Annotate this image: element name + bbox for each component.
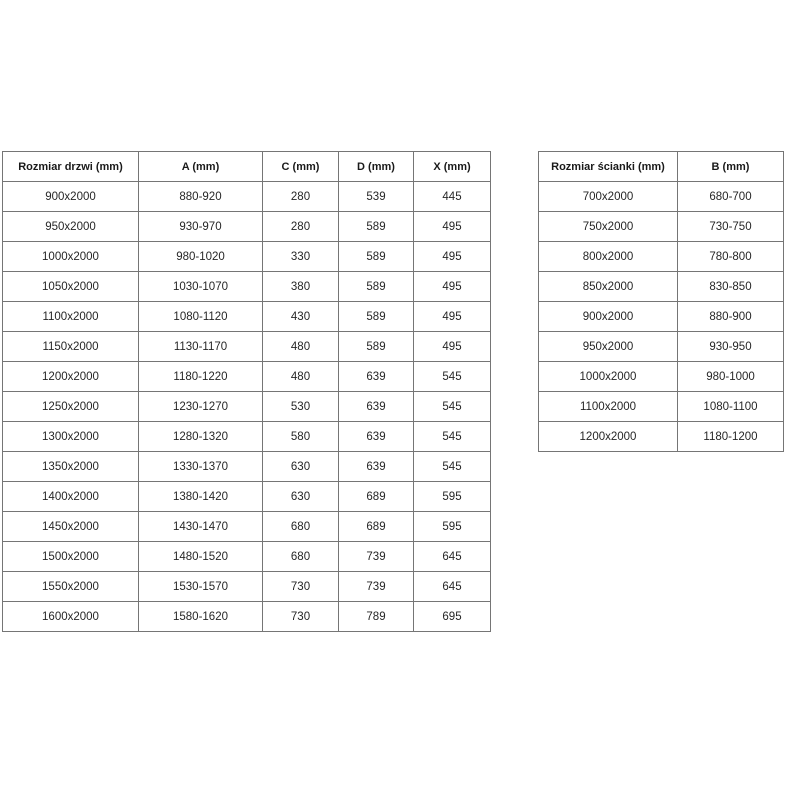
table-cell: 730	[263, 572, 339, 602]
table-row	[539, 362, 784, 392]
table-cell: 739	[339, 542, 414, 572]
column-header: A (mm)	[139, 152, 263, 182]
table-cell: 280	[263, 212, 339, 242]
table-row	[539, 212, 784, 242]
table-cell: 630	[263, 482, 339, 512]
table-row	[3, 332, 491, 362]
table-row	[3, 542, 491, 572]
table-cell: 800x2000	[539, 242, 678, 272]
table-cell: 1300x2000	[3, 422, 139, 452]
table-cell: 1000x2000	[3, 242, 139, 272]
table-cell: 1430-1470	[139, 512, 263, 542]
table-cell: 589	[339, 212, 414, 242]
table-cell: 430	[263, 302, 339, 332]
table-cell: 689	[339, 512, 414, 542]
table-row	[3, 272, 491, 302]
table-cell: 1050x2000	[3, 272, 139, 302]
table-cell: 580	[263, 422, 339, 452]
table-cell: 1600x2000	[3, 602, 139, 632]
table-row	[539, 272, 784, 302]
table-row	[3, 362, 491, 392]
table-cell: 980-1000	[678, 362, 784, 392]
table-cell: 280	[263, 182, 339, 212]
table-row	[3, 422, 491, 452]
table-cell: 950x2000	[539, 332, 678, 362]
table-cell: 880-920	[139, 182, 263, 212]
table-cell: 1400x2000	[3, 482, 139, 512]
table-cell: 639	[339, 392, 414, 422]
column-header: B (mm)	[678, 152, 784, 182]
table-cell: 545	[414, 392, 491, 422]
table-row	[539, 182, 784, 212]
table-cell: 1100x2000	[3, 302, 139, 332]
table-cell: 1380-1420	[139, 482, 263, 512]
table-cell: 539	[339, 182, 414, 212]
table-row	[539, 392, 784, 422]
table-cell: 730	[263, 602, 339, 632]
table-cell: 1030-1070	[139, 272, 263, 302]
table-cell: 495	[414, 272, 491, 302]
table-cell: 639	[339, 452, 414, 482]
table-cell: 1350x2000	[3, 452, 139, 482]
table-cell: 830-850	[678, 272, 784, 302]
table-cell: 930-970	[139, 212, 263, 242]
table-cell: 645	[414, 542, 491, 572]
table-cell: 1130-1170	[139, 332, 263, 362]
header-row	[3, 152, 491, 182]
table-cell: 495	[414, 302, 491, 332]
table-cell: 1200x2000	[3, 362, 139, 392]
table-cell: 495	[414, 242, 491, 272]
table-cell: 1080-1100	[678, 392, 784, 422]
table-cell: 900x2000	[539, 302, 678, 332]
table-cell: 1550x2000	[3, 572, 139, 602]
table-cell: 1080-1120	[139, 302, 263, 332]
table-cell: 1450x2000	[3, 512, 139, 542]
table-cell: 689	[339, 482, 414, 512]
table-cell: 545	[414, 362, 491, 392]
table-cell: 445	[414, 182, 491, 212]
table-row	[539, 242, 784, 272]
table-cell: 789	[339, 602, 414, 632]
table-cell: 330	[263, 242, 339, 272]
table-cell: 850x2000	[539, 272, 678, 302]
table-row	[3, 212, 491, 242]
table-cell: 645	[414, 572, 491, 602]
table-cell: 1150x2000	[3, 332, 139, 362]
table-cell: 780-800	[678, 242, 784, 272]
table-cell: 639	[339, 422, 414, 452]
table-cell: 700x2000	[539, 182, 678, 212]
column-header: X (mm)	[414, 152, 491, 182]
table-cell: 595	[414, 482, 491, 512]
table-cell: 1500x2000	[3, 542, 139, 572]
table-cell: 739	[339, 572, 414, 602]
table-row	[3, 242, 491, 272]
table-row	[3, 452, 491, 482]
table-cell: 380	[263, 272, 339, 302]
table-cell: 530	[263, 392, 339, 422]
table-cell: 589	[339, 302, 414, 332]
table-cell: 1100x2000	[539, 392, 678, 422]
header-row	[539, 152, 784, 182]
table-cell: 545	[414, 422, 491, 452]
column-header: D (mm)	[339, 152, 414, 182]
table-cell: 589	[339, 272, 414, 302]
table-cell: 680-700	[678, 182, 784, 212]
column-header: C (mm)	[263, 152, 339, 182]
table-cell: 1200x2000	[539, 422, 678, 452]
door-dimensions-table	[2, 151, 491, 632]
table-cell: 589	[339, 332, 414, 362]
table-row	[3, 602, 491, 632]
table-cell: 495	[414, 212, 491, 242]
table-cell: 1330-1370	[139, 452, 263, 482]
table-row	[3, 182, 491, 212]
table-cell: 695	[414, 602, 491, 632]
table-cell: 1180-1220	[139, 362, 263, 392]
table-cell: 1530-1570	[139, 572, 263, 602]
table-cell: 1250x2000	[3, 392, 139, 422]
table-row	[539, 422, 784, 452]
table-cell: 680	[263, 512, 339, 542]
table-cell: 950x2000	[3, 212, 139, 242]
table-row	[3, 392, 491, 422]
table-cell: 495	[414, 332, 491, 362]
table-cell: 930-950	[678, 332, 784, 362]
table-cell: 1480-1520	[139, 542, 263, 572]
table-cell: 639	[339, 362, 414, 392]
table-cell: 595	[414, 512, 491, 542]
table-cell: 589	[339, 242, 414, 272]
table-row	[3, 302, 491, 332]
table-cell: 480	[263, 362, 339, 392]
table-cell: 1230-1270	[139, 392, 263, 422]
table-cell: 680	[263, 542, 339, 572]
table-row	[3, 572, 491, 602]
table-row	[3, 482, 491, 512]
table-row	[539, 302, 784, 332]
table-cell: 1580-1620	[139, 602, 263, 632]
table-cell: 980-1020	[139, 242, 263, 272]
table-cell: 730-750	[678, 212, 784, 242]
table-cell: 1000x2000	[539, 362, 678, 392]
column-header: Rozmiar drzwi (mm)	[3, 152, 139, 182]
table-cell: 545	[414, 452, 491, 482]
table-cell: 480	[263, 332, 339, 362]
table-cell: 1280-1320	[139, 422, 263, 452]
table-cell: 900x2000	[3, 182, 139, 212]
table-row	[3, 512, 491, 542]
wall-dimensions-table	[538, 151, 784, 452]
table-cell: 1180-1200	[678, 422, 784, 452]
table-row	[539, 332, 784, 362]
column-header: Rozmiar ścianki (mm)	[539, 152, 678, 182]
table-cell: 630	[263, 452, 339, 482]
table-cell: 750x2000	[539, 212, 678, 242]
table-cell: 880-900	[678, 302, 784, 332]
